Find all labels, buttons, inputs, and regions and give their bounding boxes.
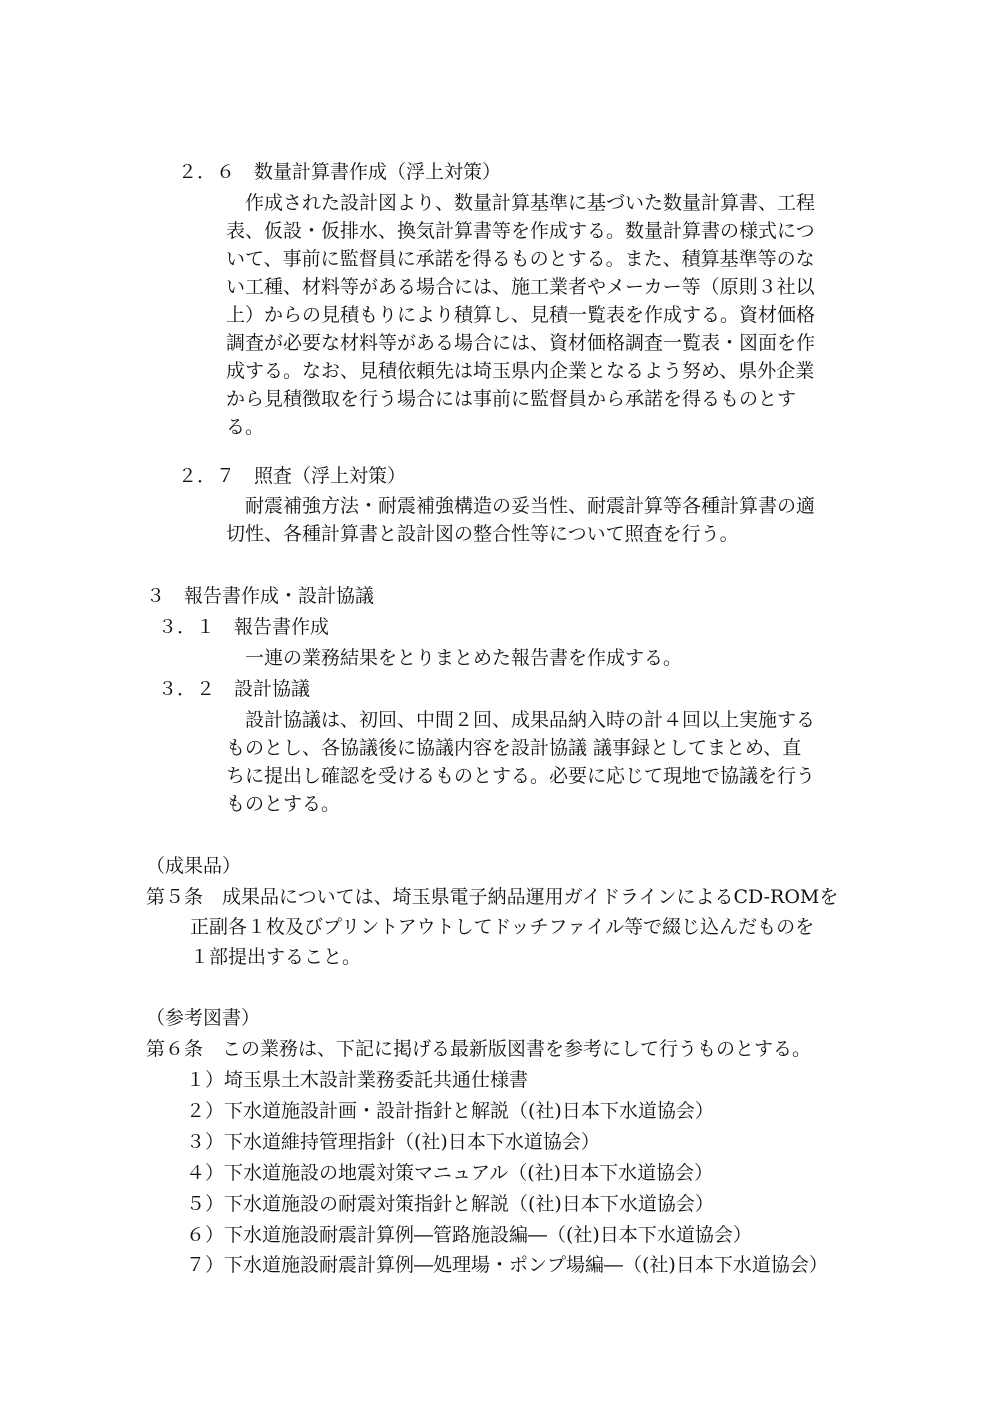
- section-2-6-heading: ２．６ 数量計算書作成（浮上対策）: [178, 161, 502, 183]
- section-2-6-line: 調査が必要な材料等がある場合には、資材価格調査一覧表・図面を作: [226, 332, 816, 354]
- section-3-1-heading: ３．１ 報告書作成: [158, 616, 330, 638]
- article-5-line: 第５条 成果品については、埼玉県電子納品運用ガイドラインによるCD-ROMを: [146, 886, 839, 908]
- article-6-caption: （参考図書）: [146, 1007, 261, 1029]
- section-2-6-line: いて、事前に監督員に承諾を得るものとする。また、積算基準等のな: [226, 248, 815, 270]
- section-2-6-line: から見積徴取を行う場合には事前に監督員から承諾を得るものとす: [226, 388, 797, 410]
- section-3-2-line: ものとし、各協議後に協議内容を設計協議 議事録としてまとめ、直: [226, 737, 802, 759]
- article-5-line: １部提出すること。: [190, 946, 362, 968]
- reference-item: ２）下水道施設計画・設計指針と解説（(社)日本下水道協会）: [186, 1100, 714, 1122]
- section-2-6-line: 表、仮設・仮排水、換気計算書等を作成する。数量計算書の様式につ: [226, 220, 815, 242]
- section-2-6-line: る。: [226, 416, 265, 438]
- article-6-main: 第６条 この業務は、下記に掲げる最新版図書を参考にして行うものとする。: [146, 1038, 812, 1060]
- section-3-heading: ３ 報告書作成・設計協議: [146, 585, 375, 607]
- reference-item: ３）下水道維持管理指針（(社)日本下水道協会）: [186, 1131, 600, 1153]
- section-2-6-line: 上）からの見積もりにより積算し、見積一覧表を作成する。資材価格: [226, 304, 816, 326]
- reference-item: ６）下水道施設耐震計算例―管路施設編―（(社)日本下水道協会）: [186, 1224, 752, 1246]
- article-5-line: 正副各１枚及びプリントアウトしてドッチファイル等で綴じ込んだものを: [190, 916, 815, 938]
- section-3-2-line: ものとする。: [226, 793, 341, 815]
- article-5-caption: （成果品）: [146, 855, 242, 877]
- section-2-7-line: 耐震補強方法・耐震補強構造の妥当性、耐震計算等各種計算書の適: [226, 495, 816, 517]
- section-2-6-line: 作成された設計図より、数量計算基準に基づいた数量計算書、工程: [226, 192, 816, 214]
- reference-item: ４）下水道施設の地震対策マニュアル（(社)日本下水道協会）: [186, 1162, 714, 1184]
- section-2-7-line: 切性、各種計算書と設計図の整合性等について照査を行う。: [226, 523, 739, 545]
- section-3-1-line: 一連の業務結果をとりまとめた報告書を作成する。: [226, 647, 683, 669]
- section-3-2-line: 設計協議は、初回、中間２回、成果品納入時の計４回以上実施する: [226, 709, 816, 731]
- section-3-2-line: ちに提出し確認を受けるものとする。必要に応じて現地で協議を行う: [226, 765, 816, 787]
- reference-item: ５）下水道施設の耐震対策指針と解説（(社)日本下水道協会）: [186, 1193, 714, 1215]
- reference-item: ７）下水道施設耐震計算例―処理場・ポンプ場編―（(社)日本下水道協会）: [186, 1254, 828, 1276]
- section-2-6-line: 成する。なお、見積依頼先は埼玉県内企業となるよう努め、県外企業: [226, 360, 815, 382]
- reference-item: １）埼玉県土木設計業務委託共通仕様書: [186, 1069, 529, 1091]
- section-2-7-heading: ２．７ 照査（浮上対策）: [178, 465, 407, 487]
- section-3-2-heading: ３．２ 設計協議: [158, 678, 311, 700]
- section-2-6-line: い工種、材料等がある場合には、施工業者やメーカー等（原則３社以: [226, 276, 815, 298]
